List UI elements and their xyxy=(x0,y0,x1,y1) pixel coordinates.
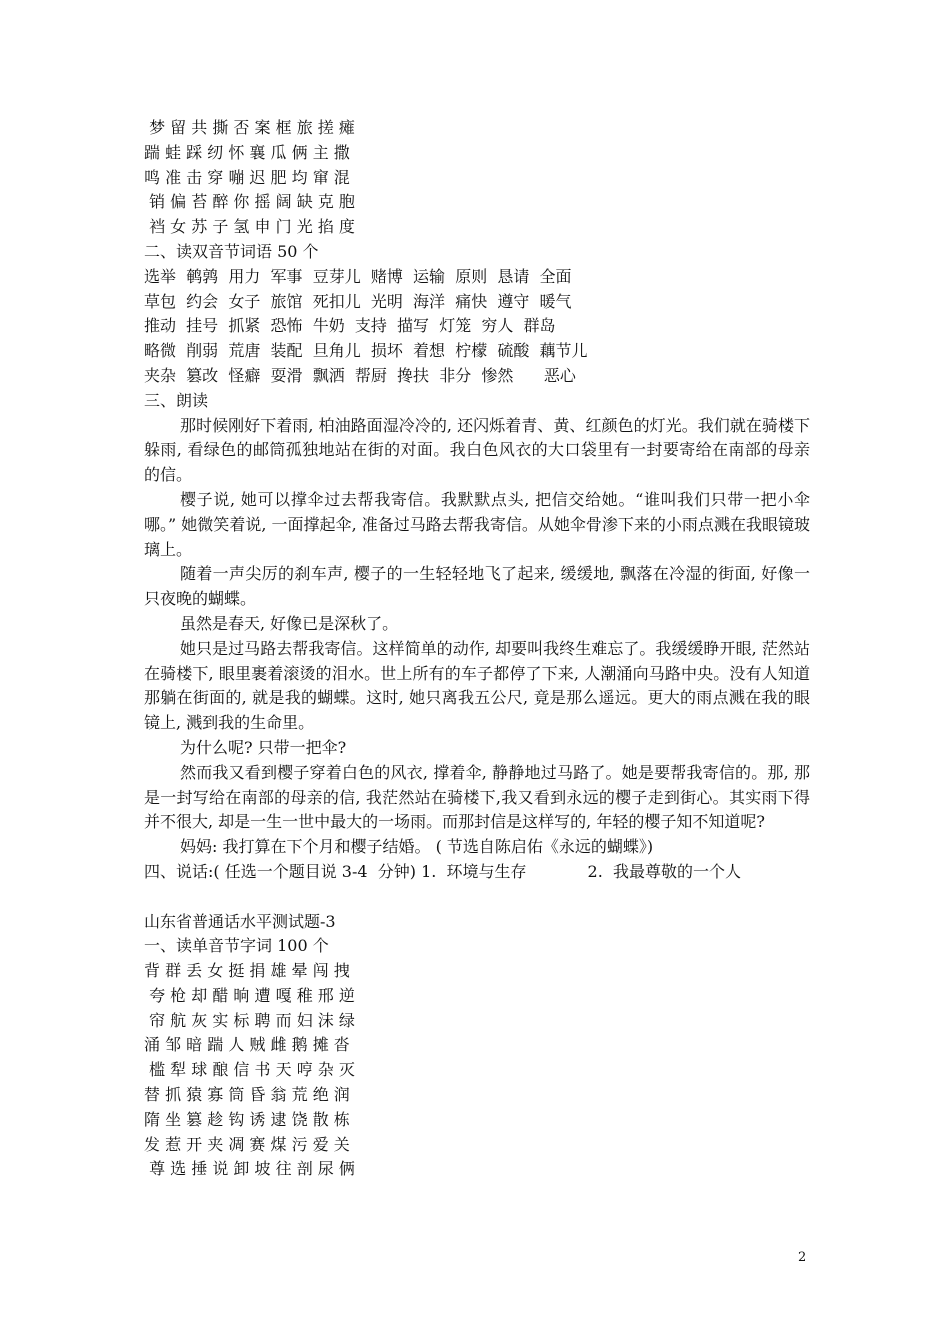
reading-paragraph: 虽然是春天, 好像已是深秋了。 xyxy=(180,613,399,633)
reading-paragraph: 为什么呢? 只带一把伞? xyxy=(180,737,347,757)
char-row: 隋 坐 篡 趁 钩 诱 逮 饶 散 栋 xyxy=(144,1109,350,1129)
monosyllable-list-1 xyxy=(144,116,810,240)
word-row: 选举 鹌鹑 用力 军事 豆芽儿 赌博 运输 原则 恳请 全面 xyxy=(144,266,572,286)
char-row: 梦 留 共 撕 否 案 框 旅 搓 瘫 xyxy=(144,118,355,137)
disyllable-word-list xyxy=(144,265,810,389)
char-row: 发 惹 开 夹 凋 赛 煤 污 爱 关 xyxy=(144,1134,350,1154)
section-heading-disyllable: 二、读双音节词语 50 个 xyxy=(144,241,319,261)
section-heading-speaking: 四、说话:( 任选一个题目说 3-4 分钟) 1. 环境与生存 2. 我最尊敬的一个人 xyxy=(144,861,741,881)
char-row: 替 抓 猿 寡 筒 昏 翁 荒 绝 润 xyxy=(144,1085,350,1105)
reading-paragraph: 那时候刚好下着雨, 柏油路面湿冷冷的, 还闪烁着青、黄、红颜色的灯光。我们就在骑楼下躲雨, 看绿色的邮筒孤独地站在街的对面。我白色风衣的大口袋里有一封要寄给在南部的母亲的信。 xyxy=(144,415,810,485)
char-row: 销 偏 苔 醉 你 摇 阔 缺 克 胞 xyxy=(144,192,355,212)
char-row: 夸 枪 却 醋 晌 遭 嘎 稚 邢 逆 xyxy=(144,985,355,1005)
blank-line xyxy=(144,885,810,910)
reading-paragraph: 然而我又看到樱子穿着白色的风衣, 撑着伞, 静静地过马路了。她是要帮我寄信的。那, 那是一封写给在南部的母亲的信, 我茫然站在骑楼下,我又看到永远的樱子走到街心。其实雨下得并不很大, 却是一生一世中最大的一场雨。而那封信是这样写的, 年轻的樱子知不知道呢? xyxy=(144,762,810,832)
char-row: 鸣 准 击 穿 嘣 迟 肥 均 窜 混 xyxy=(144,167,350,187)
word-row: 草包 约会 女子 旅馆 死扣儿 光明 海洋 痛快 遵守 暖气 xyxy=(144,291,572,311)
reading-passage xyxy=(144,414,810,860)
section-heading-reading: 三、朗读 xyxy=(144,390,209,410)
page-number: 2 xyxy=(798,1250,807,1265)
char-row: 槛 犁 球 酿 信 书 天 哼 杂 灭 xyxy=(144,1060,355,1080)
char-row: 尊 选 捶 说 卸 坡 往 剖 尿 俩 xyxy=(144,1159,355,1179)
char-row: 裆 女 苏 子 氢 申 门 光 掐 度 xyxy=(144,217,355,237)
char-row: 帘 航 灰 实 标 聘 而 妇 沫 绿 xyxy=(144,1010,355,1030)
reading-paragraph: 她只是过马路去帮我寄信。这样简单的动作, 却要叫我终生难忘了。我缓缓睁开眼, 茫然站在骑楼下, 眼里裹着滚烫的泪水。世上所有的车子都停了下来, 人潮涌向马路中央。没有人知道那躺在街面的, 就是我的蝴蝶。这时, 她只离我五公尺, 竟是那么遥远。更大的雨点溅在我的眼镜上, 溅到我的生命里。 xyxy=(144,638,810,733)
word-row: 略微 削弱 荒唐 装配 旦角儿 损坏 着想 柠檬 硫酸 藕节儿 xyxy=(144,341,588,361)
test3-section-heading: 一、读单音节字词 100 个 xyxy=(144,936,329,956)
char-row: 涌 邹 暗 踹 人 贼 雌 鹅 摊 沓 xyxy=(144,1035,350,1055)
reading-paragraph: 妈妈: 我打算在下个月和樱子结婚。 ( 节选自陈启佑《永远的蝴蝶》) xyxy=(180,837,654,857)
char-row: 踹 蛙 踩 纫 怀 襄 瓜 俩 主 撒 xyxy=(144,142,350,162)
word-row: 夹杂 篡改 怪癖 耍滑 飘洒 帮厨 搀扶 非分 惨然 恶心 xyxy=(144,365,576,385)
reading-paragraph: 樱子说, 她可以撑伞过去帮我寄信。我默默点头, 把信交给她。“谁叫我们只带一把小伞哪。” 她微笑着说, 一面撑起伞, 准备过马路去帮我寄信。从她伞骨渗下来的小雨点溅在我眼镜玻璃上。 xyxy=(144,489,810,559)
word-row: 推动 挂号 抓紧 恐怖 牛奶 支持 描写 灯笼 穷人 群岛 xyxy=(144,316,556,336)
test3-title: 山东省普通话水平测试题-3 xyxy=(144,911,336,931)
reading-paragraph: 随着一声尖厉的刹车声, 樱子的一生轻轻地飞了起来, 缓缓地, 飘落在冷湿的街面, 好像一只夜晚的蝴蝶。 xyxy=(144,564,810,609)
char-row: 背 群 丢 女 挺 捐 雄 晕 闯 拽 xyxy=(144,961,350,981)
page-content xyxy=(144,116,810,1182)
monosyllable-list-2 xyxy=(144,959,810,1182)
